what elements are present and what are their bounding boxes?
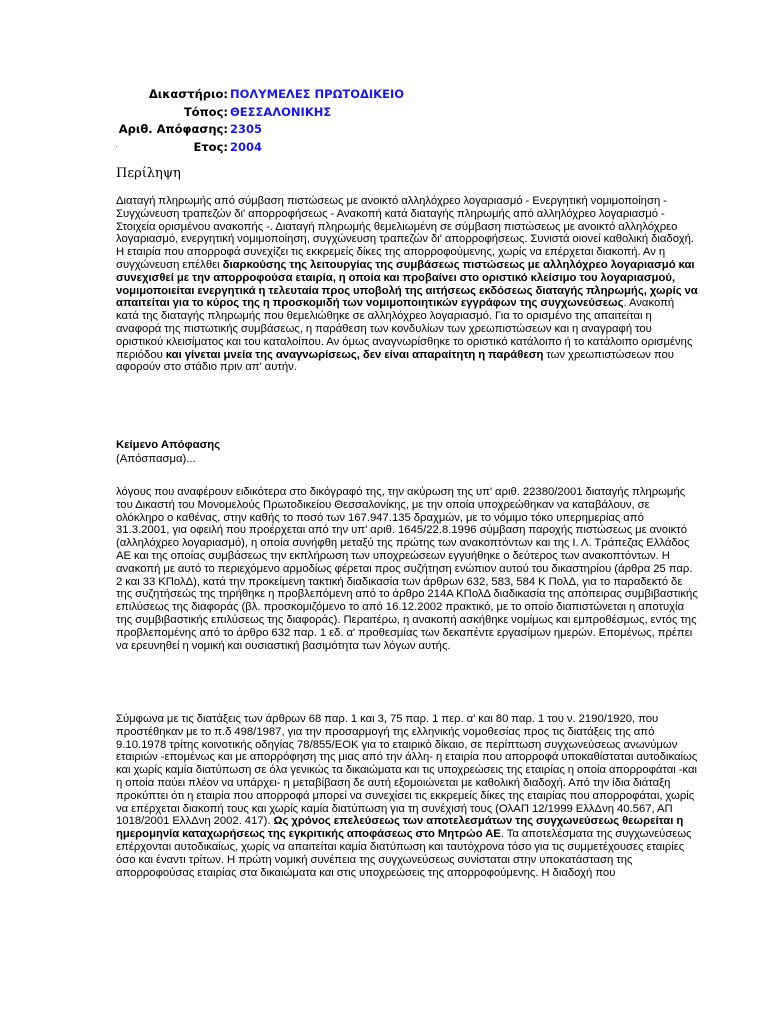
decision-text-heading: Κείμενο Απόφασης <box>116 439 221 451</box>
decision-number-row <box>118 121 404 139</box>
summary-text-1: Διαταγή πληρωμής από σύμβαση πιστώσεως με ανοικτό αλληλόχρεο λογαριασμό - Ενεργητική νομιμοποίηση - Συγχώνευση τραπεζών δι' απορροφήσεως - Ανακοπή κατά διαταγής πληρωμής από αλληλόχρεο λογαριασμό - Στοιχεία ορισμένου ανακοπής -. Διαταγή πληρωμής θεμελιωμένη σε σύμβαση πιστώσεως με ανοικτό αλληλόχρεο λογαριασμό, ενεργητική νομιμοποίηση, συγχώνευση τραπεζών δι' απορροφήσεως. Συνιστά οιονεί καθολική διαδοχή. Η εταιρία που απορροφά συνεχίζει τις εκκρεμείς δίκες της απορροφούμενης, χωρίς να επέρχεται διακοπή. Αν η συγχώνευση επέλθει <box>116 195 695 271</box>
summary-paragraph <box>116 195 698 374</box>
decision-paragraph-2-bold: Ως χρόνος επελεύσεως των αποτελεσμάτων της συγχωνεύσεως θεωρείται η ημερομηνία καταχωρήσεως της εγκριτικής αποφάσεως στο Μητρώο ΑΕ <box>116 815 684 841</box>
summary-text-2: . Ανακοπή κατά της διαταγής πληρωμής που θεμελιώθηκε σε αλληλόχρεο λογαριασμό. Για το ορισμένο της απαιτείται η αναφορά της πιστωτικής συμβάσεως, η παράθεση των κονδυλίων των χρεωπιστώσεων και η αναγραφή του οριστικού κλεισίματος και του καταλοίπου. Αν όμως αναγνωρίσθηκε το οριστικό κατάλοιπο ή το κατάλοιπο ορισμένης περιόδου <box>116 297 693 361</box>
decision-paragraph-2-text-1: Σύμφωνα με τις διατάξεις των άρθρων 68 παρ. 1 και 3, 75 παρ. 1 περ. α' και 80 παρ. 1 του ν. 2190/1920, που προστέθηκαν με το π.δ 498/1987, για την προσαρμογή της ελληνικής νομοθεσίας προς τις διατάξεις της από 9.10.1978 τρίτης κοινοτικής οδηγίας 78/855/ΕΟΚ για το εταιρικό δίκαιο, σε περίπτωση συγχωνεύσεως ανωνύμων εταιριών -επομένως και με απορρόφηση της μιας από την άλλη- η εταιρία που απορροφά υποκαθίσταται αυτοδικαίως και χωρίς καμία διατύπωση σε όλα γενικώς τα δικαιώματα και τις υποχρεώσεις της εταιρίας η οποία απορροφάται -και η οποία παύει πλέον να υπάρχει- η μεταβίβαση δε αυτή εξομοιώνεται με καθολική διαδοχή. Από την ίδια διάταξη προκύπτει ότι η εταιρία που απορροφά μπορεί να συνεχίσει τις εκκρεμείς δίκες της εταιρίας που απορροφάται, χωρίς να επέρχεται διακοπή τους και χωρίς καμία διατύπωση για τη συνέχισή τους (ΟλΑΠ 12/1999 ΕλλΔνη 40.567, ΑΠ 1018/2001 ΕλλΔνη 2002. 417). <box>116 713 698 828</box>
summary-bold-1: διαρκούσης της λειτουργίας της συμβάσεως πιστώσεως με αλληλόχρεο λογαριασμό και συνεχισθεί με την απορροφούσα εταιρία, η οποία και προβαίνει στο οριστικό κλείσιμο του λογαριασμού, νομιμοποιείται ενεργητικά η τελευταία προς υποβολή της αιτήσεως εκδόσεως διαταγής πληρωμής, χωρίς να απαιτείται για το κύρος της η προσκομιδή των νομιμοποιητικών εγγράφων της συγχωνεύσεως <box>116 258 698 310</box>
court-value: ΠΟΛΥΜΕΛΕΣ ΠΡΩΤΟΔΙΚΕΙΟ <box>230 87 404 101</box>
summary-heading: Περίληψη <box>116 166 181 181</box>
decision-paragraph-2 <box>116 713 698 879</box>
place-label: Τόπος: <box>183 104 228 119</box>
place-value: ΘΕΣΣΑΛΟΝΙΚΗΣ <box>230 104 332 119</box>
summary-bold-2: και γίνεται μνεία της αναγνωρίσεως, δεν είναι απαραίτητη η παράθεση <box>165 348 544 361</box>
court-label: Δικαστήριο: <box>148 87 228 101</box>
place-row <box>118 104 404 122</box>
year-value: 2004 <box>230 139 263 154</box>
decision-paragraph-1: λόγους που αναφέρουν ειδικότερα στο δικόγραφό της, την ακύρωση της υπ' αριθ. 22380/2001 διαταγής πληρωμής του Δικαστή του Μονομελούς Πρωτοδικείου Θεσσαλονίκης, με την οποία υποχρεώθηκαν να καταβάλουν, σε ολόκληρο ο καθένας, στην καθής το ποσό των 167.947.135 δραχμών, με το νόμιμο τόκο υπερημερίας από 31.3.2001, για οφειλή που προέρχεται από την υπ' αριθ. 1645/22.8.1996 σύμβαση παροχής πιστώσεως με ανοικτό (αλληλόχρεο λογαριασμό), η οποία συνήφθη μεταξύ της πρώτης των ανακοπτόντων και της Ι. Λ. Τράπεζας Ελλάδος ΑΕ και της οποίας συμβάσεως την εκπλήρωση των υποχρεώσεων εγγυήθηκε ο δεύτερος των ανακοπτόντων. Η ανακοπή με αυτό το περιεχόμενο αρμοδίως φέρεται προς συζήτηση ενώπιον αυτού του δικαστηρίου (άρθρα 25 παρ. 2 και 33 ΚΠολΔ), κατά την προκείμενη τακτική διαδικασία των άρθρων 632, 583, 584 Κ ΠολΔ, για το παραδεκτό δε της συζητήσεώς της τηρήθηκε η προβλεπόμενη από το άρθρο 214Α ΚΠολΔ διαδικασία της απόπειρας συμβιβαστικής επιλύσεως της διαφοράς (βλ. προσκομιζόμενο το από 16.12.2002 πρακτικό, με το οποίο διαπιστώνεται η αποτυχία της συμβιβαστικής επιλύσεως της διαφοράς). Περαιτέρω, η ανακοπή ασκήθηκε νομίμως και εμπροθέσμως, εντός της προβλεπομένης από το άρθρο 632 παρ. 1 εδ. α' προθεσμίας των δεκαπέντε εργασίμων ημερών. Επομένως, πρέπει να ερευνηθεί η νομική και ουσιαστική βασιμότητα των λόγων αυτής. <box>116 486 698 652</box>
court-row <box>118 86 404 104</box>
separator-dot <box>116 146 117 147</box>
summary-text-3: των χρεωπιστώσεων που αφορούν στο στάδιο πριν απ' αυτήν. <box>116 348 674 374</box>
decision-number-label: Αριθ. Απόφασης: <box>118 122 228 136</box>
year-label: Ετος: <box>193 139 228 154</box>
decision-number-value: 2305 <box>230 122 263 136</box>
excerpt-note: (Απόσπασμα)... <box>116 453 196 465</box>
decision-metadata <box>118 86 404 156</box>
decision-paragraph-2-text-2: . Τα αποτελέσματα της συγχωνεύσεως επέρχονται αυτοδικαίως, χωρίς να απαιτείται καμία διατύπωση και ταυτόχρονα τόσο για τις συμμετέχουσες εταιρίες όσο και έναντι τρίτων. Η πρώτη νομική συνέπεια της συγχωνεύσεως συνίσταται στην υποκατάσταση της απορροφούσας εταιρίας στα δικαιώματα και στις υποχρεώσεις της απορροφούμενης. Η διαδοχή που <box>116 828 692 879</box>
year-row <box>118 139 404 157</box>
